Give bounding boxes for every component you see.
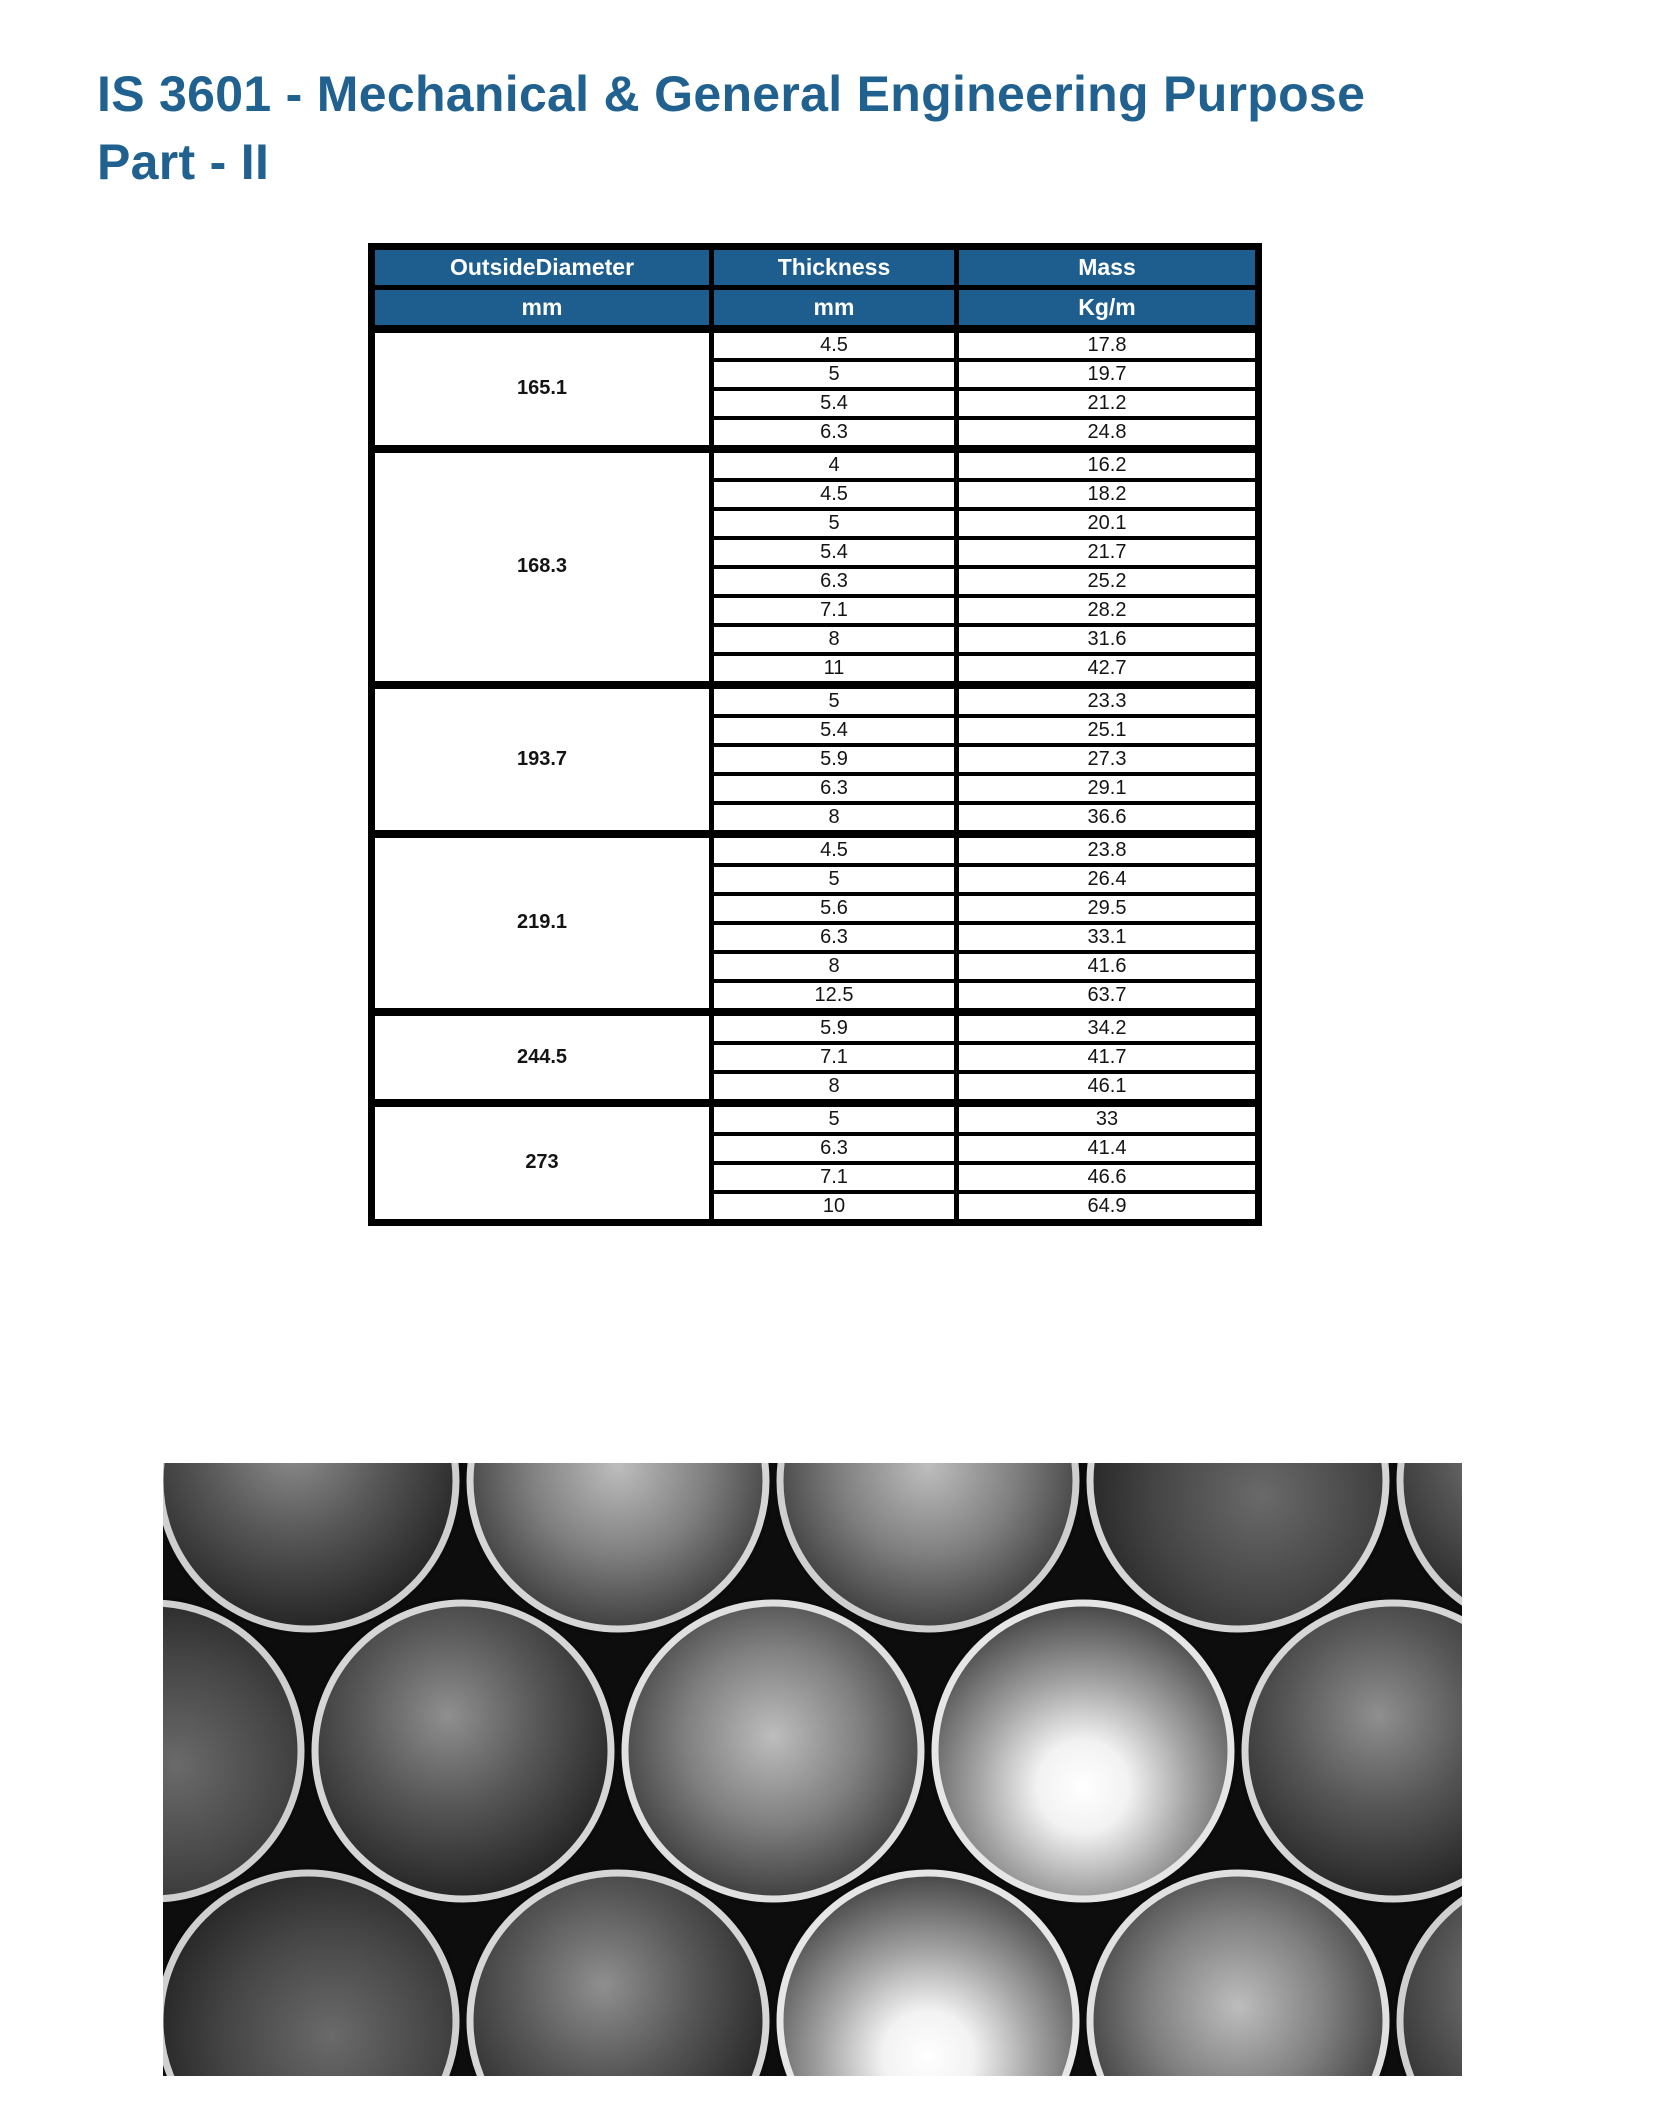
thickness-cell: 5.6: [712, 894, 957, 923]
thickness-cell: 5.4: [712, 389, 957, 418]
thickness-cell: 5.9: [712, 745, 957, 774]
column-header-mass: Mass: [957, 247, 1259, 288]
thickness-cell: 10: [712, 1192, 957, 1223]
mass-cell: 33.1: [957, 923, 1259, 952]
spec-table-header: [372, 247, 1259, 329]
mass-cell: 42.7: [957, 654, 1259, 685]
thickness-cell: 12.5: [712, 981, 957, 1012]
outside-diameter-cell: 219.1: [372, 834, 712, 1012]
page-title-line1: IS 3601 - Mechanical & General Engineering Purpose: [97, 65, 1366, 122]
pipe-spec-table: [368, 243, 1262, 1226]
mass-cell: 21.2: [957, 389, 1259, 418]
mass-cell: 46.1: [957, 1072, 1259, 1103]
mass-cell: 46.6: [957, 1163, 1259, 1192]
thickness-cell: 6.3: [712, 418, 957, 449]
mass-cell: 36.6: [957, 803, 1259, 834]
column-header-outside-diameter: OutsideDiameter: [372, 247, 712, 288]
thickness-cell: 5: [712, 865, 957, 894]
thickness-cell: 5.9: [712, 1012, 957, 1043]
pipe-circle: [308, 1596, 618, 1906]
outside-diameter-cell: 273: [372, 1103, 712, 1223]
thickness-cell: 4.5: [712, 480, 957, 509]
thickness-cell: 4.5: [712, 329, 957, 360]
thickness-cell: 5: [712, 1103, 957, 1134]
thickness-cell: 8: [712, 803, 957, 834]
mass-cell: 25.2: [957, 567, 1259, 596]
thickness-cell: 4: [712, 449, 957, 480]
outside-diameter-cell: 193.7: [372, 685, 712, 834]
mass-cell: 31.6: [957, 625, 1259, 654]
column-header-thickness: Thickness: [712, 247, 957, 288]
pipes-photo: [163, 1463, 1462, 2076]
outside-diameter-cell: 165.1: [372, 329, 712, 449]
page-title: [97, 60, 1577, 196]
table-row: [372, 449, 1259, 480]
thickness-cell: 6.3: [712, 923, 957, 952]
pipe-circle: [618, 1596, 928, 1906]
mass-cell: 16.2: [957, 449, 1259, 480]
table-row: [372, 1103, 1259, 1134]
mass-cell: 64.9: [957, 1192, 1259, 1223]
mass-cell: 29.5: [957, 894, 1259, 923]
thickness-cell: 8: [712, 1072, 957, 1103]
mass-cell: 41.4: [957, 1134, 1259, 1163]
mass-cell: 23.3: [957, 685, 1259, 716]
mass-cell: 63.7: [957, 981, 1259, 1012]
thickness-cell: 8: [712, 952, 957, 981]
table-row: [372, 1012, 1259, 1043]
outside-diameter-cell: 244.5: [372, 1012, 712, 1103]
thickness-cell: 5: [712, 685, 957, 716]
table-row: [372, 329, 1259, 360]
mass-cell: 24.8: [957, 418, 1259, 449]
mass-cell: 41.6: [957, 952, 1259, 981]
mass-cell: 41.7: [957, 1043, 1259, 1072]
outside-diameter-cell: 168.3: [372, 449, 712, 685]
mass-cell: 25.1: [957, 716, 1259, 745]
column-unit-outside-diameter: mm: [372, 288, 712, 329]
thickness-cell: 7.1: [712, 1163, 957, 1192]
thickness-cell: 6.3: [712, 1134, 957, 1163]
mass-cell: 19.7: [957, 360, 1259, 389]
thickness-cell: 6.3: [712, 567, 957, 596]
mass-cell: 23.8: [957, 834, 1259, 865]
column-unit-thickness: mm: [712, 288, 957, 329]
column-unit-mass: Kg/m: [957, 288, 1259, 329]
thickness-cell: 5: [712, 509, 957, 538]
thickness-cell: 5.4: [712, 716, 957, 745]
thickness-cell: 5.4: [712, 538, 957, 567]
pipe-circle: [928, 1596, 1238, 1906]
thickness-cell: 4.5: [712, 834, 957, 865]
pipes-photo-image: [163, 1463, 1462, 2076]
spec-table-body: [372, 329, 1259, 1223]
mass-cell: 26.4: [957, 865, 1259, 894]
mass-cell: 17.8: [957, 329, 1259, 360]
thickness-cell: 7.1: [712, 1043, 957, 1072]
thickness-cell: 11: [712, 654, 957, 685]
mass-cell: 20.1: [957, 509, 1259, 538]
table-row: [372, 834, 1259, 865]
thickness-cell: 8: [712, 625, 957, 654]
table-row: [372, 685, 1259, 716]
mass-cell: 27.3: [957, 745, 1259, 774]
mass-cell: 34.2: [957, 1012, 1259, 1043]
thickness-cell: 6.3: [712, 774, 957, 803]
thickness-cell: 7.1: [712, 596, 957, 625]
thickness-cell: 5: [712, 360, 957, 389]
mass-cell: 18.2: [957, 480, 1259, 509]
mass-cell: 33: [957, 1103, 1259, 1134]
mass-cell: 28.2: [957, 596, 1259, 625]
mass-cell: 21.7: [957, 538, 1259, 567]
mass-cell: 29.1: [957, 774, 1259, 803]
page-title-line2: Part - II: [97, 133, 270, 190]
